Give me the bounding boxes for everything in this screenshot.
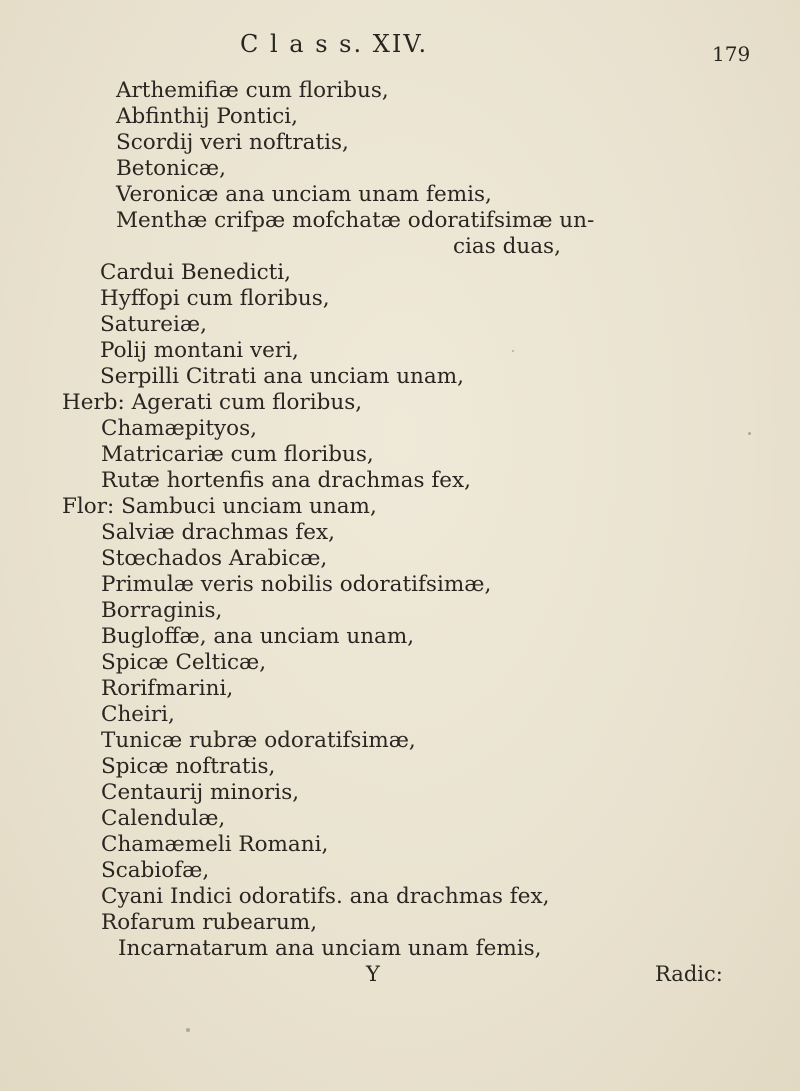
text-line: Spicæ Celticæ, xyxy=(101,650,267,675)
text-line: Chamæmeli Romani, xyxy=(101,832,329,857)
page-number: 179 xyxy=(712,42,751,66)
catchword: Radic: xyxy=(655,962,723,986)
text-line: Hyffopi cum floribus, xyxy=(100,286,330,311)
text-line: Salviæ drachmas fex, xyxy=(101,520,335,545)
text-line: Incarnatarum ana unciam unam femis, xyxy=(118,936,542,961)
text-line: Herb: Agerati cum floribus, xyxy=(62,390,363,415)
text-line: Rutæ hortenfis ana drachmas fex, xyxy=(101,468,471,493)
text-line: Stœchados Arabicæ, xyxy=(101,546,328,571)
text-line: Arthemifiæ cum floribus, xyxy=(116,78,389,103)
text-line: Calendulæ, xyxy=(101,806,226,831)
text-line: Matricariæ cum floribus, xyxy=(101,442,374,467)
text-line: Centaurij minoris, xyxy=(101,780,300,805)
text-line: Menthæ crifpæ mofchatæ odoratifsimæ un- xyxy=(116,208,595,233)
signature-mark: Y xyxy=(366,962,380,986)
text-line: Borraginis, xyxy=(101,598,223,623)
text-line: Cheiri, xyxy=(101,702,175,727)
text-line: Cyani Indici odoratifs. ana drachmas fex, xyxy=(101,884,550,909)
text-line: Chamæpityos, xyxy=(101,416,257,441)
text-line: Satureiæ, xyxy=(100,312,207,337)
text-line: Flor: Sambuci unciam unam, xyxy=(62,494,377,519)
text-line: Rorifmarini, xyxy=(101,676,234,701)
ink-speck xyxy=(186,1028,190,1032)
page-header-title: C l a s s. XIV. xyxy=(240,30,429,58)
ink-speck xyxy=(748,432,751,435)
text-line: Veronicæ ana unciam unam femis, xyxy=(116,182,492,207)
text-line: Betonicæ, xyxy=(116,156,226,181)
text-line: Polij montani veri, xyxy=(100,338,299,363)
text-line: cias duas, xyxy=(453,234,561,259)
text-line: Spicæ noftratis, xyxy=(101,754,276,779)
text-line: Cardui Benedicti, xyxy=(100,260,291,285)
ink-speck xyxy=(512,350,514,352)
text-line: Tunicæ rubræ odoratifsimæ, xyxy=(101,728,416,753)
text-line: Rofarum rubearum, xyxy=(101,910,318,935)
text-line: Primulæ veris nobilis odoratifsimæ, xyxy=(101,572,492,597)
text-line: Serpilli Citrati ana unciam unam, xyxy=(100,364,464,389)
text-line: Abfinthij Pontici, xyxy=(116,104,298,129)
text-line: Scabiofæ, xyxy=(101,858,210,883)
text-line: Bugloffæ, ana unciam unam, xyxy=(101,624,415,649)
text-line: Scordij veri noftratis, xyxy=(116,130,349,155)
